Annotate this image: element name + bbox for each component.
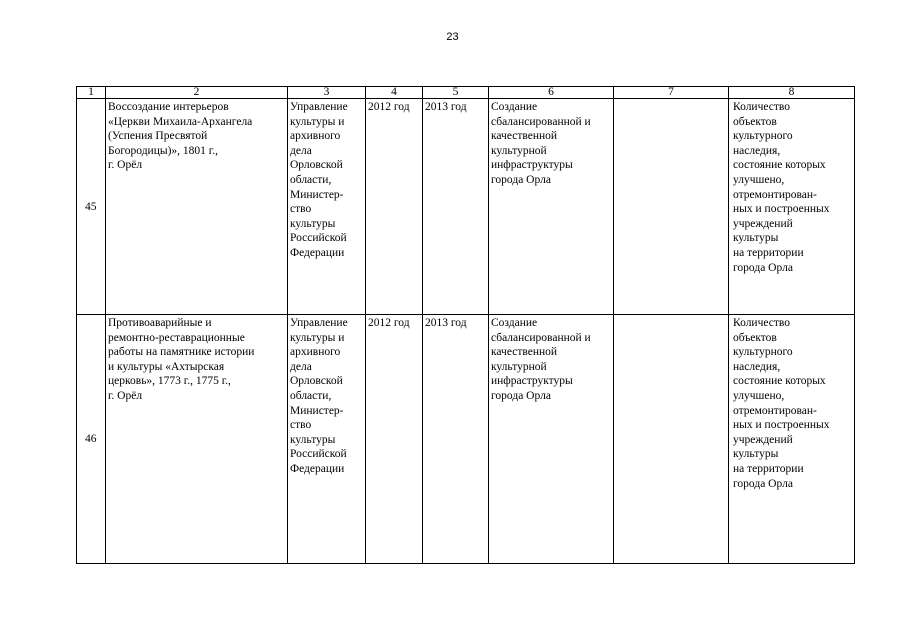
indicator-cell: Количество объектов культурного наследия, состояние которых улучшено, отремонтирован- ных и построенных учреждений культуры на территории города Орла <box>729 315 855 564</box>
table-header-row <box>77 87 855 99</box>
object-name-cell: Воссоздание интерьеров «Церкви Михаила-Архангела (Успения Пресвятой Богородицы)», 1801 г., г. Орёл <box>106 99 288 315</box>
column-header: 2 <box>106 87 288 99</box>
end-year-cell: 2013 год <box>423 315 489 564</box>
column-header: 4 <box>366 87 423 99</box>
start-year-cell: 2012 год <box>366 99 423 315</box>
object-name-cell: Противоаварийные и ремонтно-реставрационные работы на памятнике истории и культуры «Ахтырская церковь», 1773 г., 1775 г., г. Орёл <box>106 315 288 564</box>
column-header: 6 <box>489 87 614 99</box>
column-header: 1 <box>77 87 106 99</box>
table-row <box>77 99 855 315</box>
column-header: 7 <box>614 87 729 99</box>
executor-cell: Управление культуры и архивного дела Орловской области, Министер- ство культуры Российской Федерации <box>288 99 366 315</box>
page-number: 23 <box>446 31 459 43</box>
end-year-cell: 2013 год <box>423 99 489 315</box>
column-header: 5 <box>423 87 489 99</box>
program-table <box>76 86 855 564</box>
indicator-cell: Количество объектов культурного наследия, состояние которых улучшено, отремонтирован- ных и построенных учреждений культуры на территории города Орла <box>729 99 855 315</box>
row-number: 46 <box>77 315 106 564</box>
goal-cell: Создание сбалансированной и качественной культурной инфраструктуры города Орла <box>489 99 614 315</box>
column-7-cell <box>614 315 729 564</box>
column-7-cell <box>614 99 729 315</box>
row-number: 45 <box>77 99 106 315</box>
column-header: 3 <box>288 87 366 99</box>
table-row <box>77 315 855 564</box>
executor-cell: Управление культуры и архивного дела Орловской области, Министер- ство культуры Российской Федерации <box>288 315 366 564</box>
goal-cell: Создание сбалансированной и качественной культурной инфраструктуры города Орла <box>489 315 614 564</box>
start-year-cell: 2012 год <box>366 315 423 564</box>
column-header: 8 <box>729 87 855 99</box>
